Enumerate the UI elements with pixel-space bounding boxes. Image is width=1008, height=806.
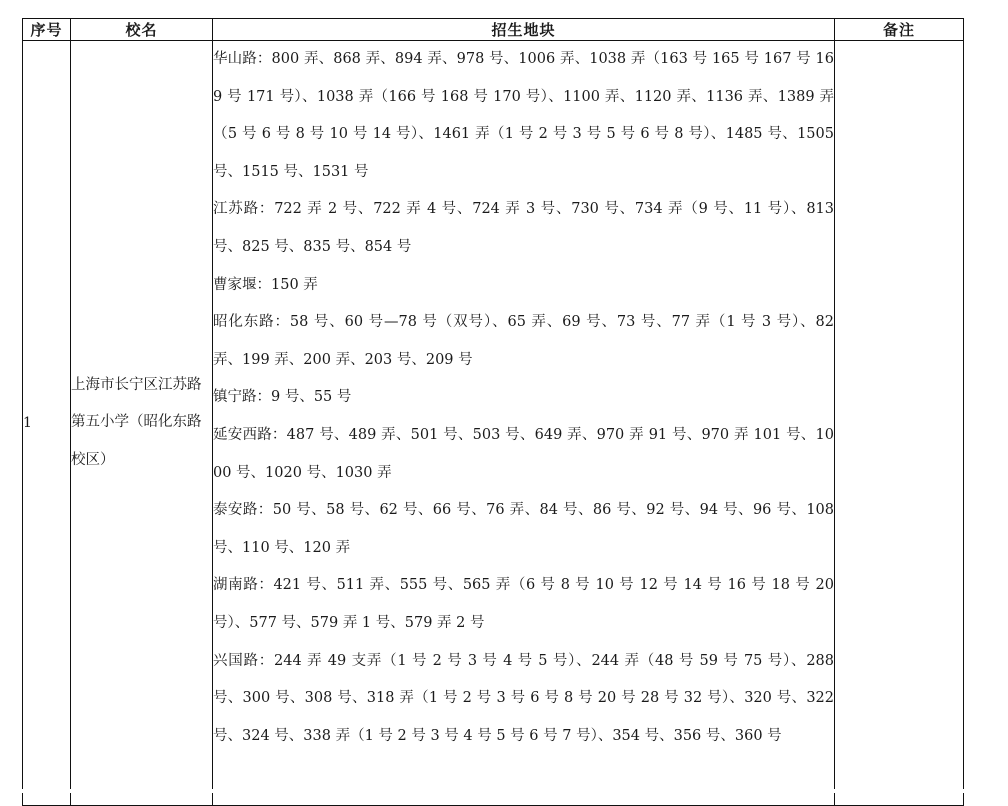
header-remark: 备注 xyxy=(835,19,964,41)
header-enrollment-district: 招生地块 xyxy=(213,19,835,41)
header-school-name: 校名 xyxy=(71,19,213,41)
row-enrollment-district xyxy=(213,41,835,806)
street-line-taian-road: 泰安路：50 号、58 号、62 号、66 号、76 弄、84 号、86 号、92 号、94 号、96 号、108 号、110 号、120 弄 xyxy=(213,502,834,556)
street-line-hunan-road: 湖南路：421 号、511 弄、555 号、565 弄（6 号 8 号 10 号 12 号 14 号 16 号 18 号 20 号）、577 号、579 弄 1 号、579 弄 2 号 xyxy=(213,577,834,631)
enrollment-table xyxy=(22,18,964,806)
header-row xyxy=(23,19,964,41)
header-serial-number: 序号 xyxy=(23,19,71,41)
street-line-zhenning-road: 镇宁路：9 号、55 号 xyxy=(213,389,352,406)
street-line-caojiayan: 曹家堰：150 弄 xyxy=(213,276,318,293)
row-school-name: 上海市长宁区江苏路第五小学（昭化东路校区） xyxy=(71,41,213,806)
page-cut-edge xyxy=(0,789,1008,793)
table-row xyxy=(23,41,964,806)
street-line-jiangsu-road: 江苏路：722 弄 2 号、722 弄 4 号、724 弄 3 号、730 号、734 弄（9 号、11 号）、813 号、825 号、835 号、854 号 xyxy=(213,201,834,255)
street-line-huashan-road: 华山路：800 弄、868 弄、894 弄、978 号、1006 弄、1038 弄（163 号 165 号 167 号 169 号 171 号）、1038 弄（166 号 168 号 170 号）、1100 弄、1120 弄、1136 弄、1389 弄（5 号 6 号 8 号 10 号 14 号）、1461 弄（1 号 2 号 3 号 5 号 6 号 8 号）、1485 号、1505 号、1515 号、1531 号 xyxy=(213,51,834,180)
row-serial-number: 1 xyxy=(23,41,71,806)
row-remark xyxy=(835,41,964,806)
street-line-yanan-west-road: 延安西路：487 号、489 弄、501 号、503 号、649 弄、970 弄 91 号、970 弄 101 号、1000 号、1020 号、1030 弄 xyxy=(213,426,834,481)
street-line-zhaohua-east-road: 昭化东路：58 号、60 号—78 号（双号）、65 弄、69 号、73 号、77 弄（1 号 3 号）、82 弄、199 弄、200 弄、203 号、209 号 xyxy=(213,314,834,368)
street-line-xingguo-road: 兴国路：244 弄 49 支弄（1 号 2 号 3 号 4 号 5 号）、244 弄（48 号 59 号 75 号）、288 号、300 号、308 号、318 弄（1 号 2 号 3 号 6 号 8 号 20 号 28 号 32 号）、320 号、322 号、324 号、338 弄（1 号 2 号 3 号 4 号 5 号 6 号 7 号）、354 号、356 号、360 号 xyxy=(213,652,834,744)
